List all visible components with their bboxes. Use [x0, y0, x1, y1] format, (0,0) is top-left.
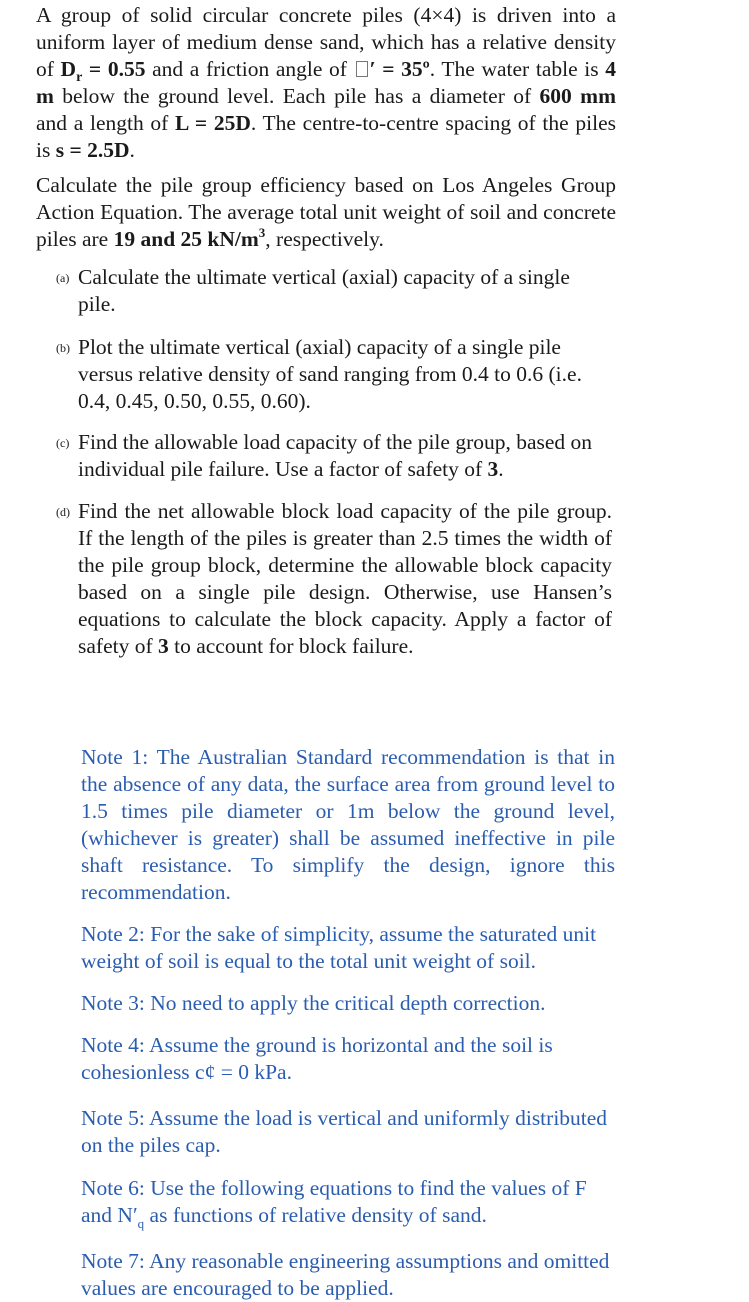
intro-paragraph-2: Calculate the pile group efficiency based on Los Angeles Group Action Equation. The average total unit weight of soil and concrete piles are 19 and 25 $kN/m^3$, respectively. [36, 173, 616, 251]
note-6: Note 6: Use the following equations to find the values of F and $N'_q$ as functions of relative density of sand. [81, 1176, 587, 1231]
note-4: Note 4: Assume the ground is horizontal and the soil is cohesionless c¢ = 0 kPa. [81, 1033, 553, 1084]
part-d-text: Find the net allowable block load capacity of the pile group. If the length of the piles is greater than 2.5 times the width of the pile group block, determine the allowable block capacity based on a single pile design. Otherwise, use Hansen’s equations to calculate the block capacity. Apply a factor of safety of 3 to account for block failure. [78, 499, 612, 658]
part-c [56, 429, 616, 483]
note-1: Note 1: The Australian Standard recommendation is that in the absence of any data, the surface area from ground level to 1.5 times pile diameter or 1m below the ground level, (whichever is greater) shall be assumed ineffective in pile shaft resistance. To simplify the design, ignore this recommendation. [81, 745, 615, 904]
note-3: Note 3: No need to apply the critical depth correction. [81, 991, 546, 1015]
part-b [56, 334, 616, 415]
part-a-text: Calculate the ultimate vertical (axial) capacity of a single pile. [78, 265, 570, 316]
intro-paragraph-1: A group of solid circular concrete piles (4×4) is driven into a uniform layer of medium dense sand, which has a relative density of $D_r = 0.55$ and a friction angle of ′ = 35º. The water table is 4 m below the ground level. Each pile has a diameter of 600 mm and a length of L = 25D. The centre-to-centre spacing of the piles is s = 2.5D. [36, 3, 616, 162]
note-2: Note 2: For the sake of simplicity, assume the saturated unit weight of soil is equal to the total unit weight of soil. [81, 922, 597, 973]
part-a-tag: (a) [56, 271, 70, 285]
missing-phi-glyph-icon [356, 61, 368, 77]
part-c-text: Find the allowable load capacity of the pile group, based on individual pile failure. Use a factor of safety of 3. [78, 430, 593, 481]
part-c-tag: (c) [56, 436, 70, 450]
part-b-text: Plot the ultimate vertical (axial) capacity of a single pile versus relative density of sand ranging from 0.4 to 0.6 (i.e. 0.4, 0.45, 0.50, 0.55, 0.60). [78, 335, 582, 413]
part-d-tag: (d) [56, 505, 70, 519]
problem-statement [36, 0, 616, 253]
part-b-tag: (b) [56, 341, 70, 355]
note-7: Note 7: Any reasonable engineering assumptions and omitted values are encouraged to be applied. [81, 1249, 610, 1300]
part-a [56, 264, 616, 318]
note-5: Note 5: Assume the load is vertical and uniformly distributed on the piles cap. [81, 1106, 608, 1157]
part-d [56, 498, 616, 660]
